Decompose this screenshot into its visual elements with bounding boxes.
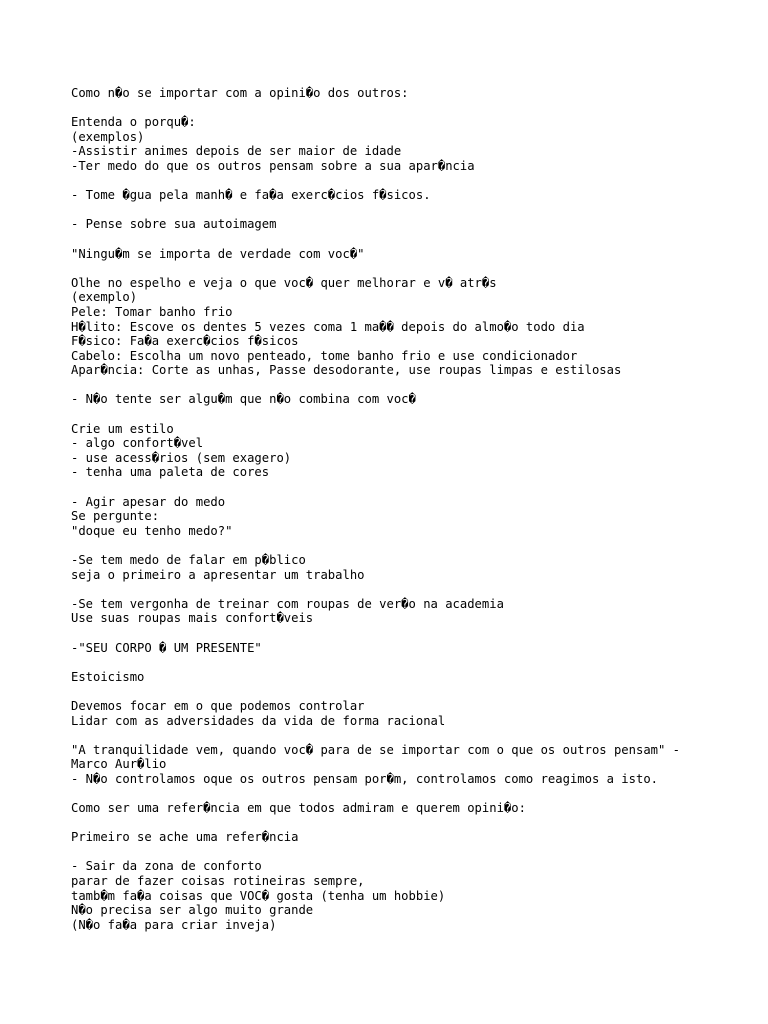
text-line: -Assistir animes depois de ser maior de idade — [71, 144, 402, 159]
text-line: F�sico: Fa�a exerc�cios f�sicos — [71, 334, 299, 349]
text-line: - algo confort�vel — [71, 436, 204, 451]
text-paragraph — [71, 743, 751, 787]
text-line: Devemos focar em o que podemos controlar — [71, 698, 365, 713]
text-line: Cabelo: Escolha um novo penteado, tome banho frio e use condicionador — [71, 348, 578, 363]
text-paragraph — [71, 553, 751, 582]
text-paragraph — [71, 115, 751, 173]
text-line: Primeiro se ache uma refer�ncia — [71, 830, 299, 845]
text-line: Use suas roupas mais confort�veis — [71, 611, 314, 626]
text-line: -Se tem medo de falar em p�blico — [71, 553, 306, 567]
text-line: Se pergunte: — [71, 509, 160, 524]
text-line: "A tranquilidade vem, quando voc� para de se importar com o que os outros pensam" - — [71, 742, 681, 757]
text-line: - Tome �gua pela manh� e fa�a exerc�cios f�sicos. — [71, 188, 431, 203]
text-paragraph — [71, 801, 751, 816]
text-paragraph — [71, 830, 751, 845]
text-paragraph — [71, 276, 751, 378]
text-line: Marco Aur�lio — [71, 757, 167, 772]
text-line: Apar�ncia: Corte as unhas, Passe desodorante, use roupas limpas e estilosas — [71, 363, 622, 378]
text-paragraph — [71, 217, 751, 232]
text-line: (N�o fa�a para criar inveja) — [71, 917, 277, 932]
text-line: parar de fazer coisas rotineiras sempre, — [71, 874, 365, 889]
text-line: Crie um estilo — [71, 421, 174, 436]
text-line: - tenha uma paleta de cores — [71, 465, 270, 480]
text-line: Entenda o porqu�: — [71, 115, 196, 130]
text-paragraph — [71, 597, 751, 626]
text-paragraph — [71, 699, 751, 728]
text-line: - N�o tente ser algu�m que n�o combina com voc� — [71, 392, 416, 407]
text-line: -"SEU CORPO � UM PRESENTE" — [71, 640, 262, 655]
text-line: - N�o controlamos oque os outros pensam por�m, controlamos como reagimos a isto. — [71, 771, 658, 786]
text-line: H�lito: Escove os dentes 5 vezes coma 1 ma�� depois do almo�o todo dia — [71, 319, 585, 334]
text-line: seja o primeiro a apresentar um trabalho — [71, 567, 365, 582]
text-line: tamb�m fa�a coisas que VOC� gosta (tenha um hobbie) — [71, 888, 446, 903]
text-line: (exemplos) — [71, 129, 145, 144]
document-page — [71, 86, 751, 947]
text-line: - Pense sobre sua autoimagem — [71, 217, 277, 232]
text-paragraph — [71, 859, 751, 932]
text-line: Como n�o se importar com a opini�o dos outros: — [71, 86, 409, 100]
text-line: Estoicismo — [71, 669, 145, 684]
text-line: -Ter medo do que os outros pensam sobre a sua apar�ncia — [71, 158, 475, 173]
text-paragraph — [71, 247, 751, 262]
text-paragraph — [71, 670, 751, 685]
text-paragraph — [71, 392, 751, 407]
text-line: - Sair da zona de conforto — [71, 859, 262, 874]
text-line: - use acess�rios (sem exagero) — [71, 450, 292, 465]
text-line: -Se tem vergonha de treinar com roupas de ver�o na academia — [71, 596, 504, 611]
text-paragraph — [71, 422, 751, 480]
text-line: Pele: Tomar banho frio — [71, 304, 233, 319]
text-line: "doque eu tenho medo?" — [71, 523, 233, 538]
text-paragraph — [71, 188, 751, 203]
text-line: Como ser uma refer�ncia em que todos admiram e querem opini�o: — [71, 801, 526, 816]
text-line: N�o precisa ser algo muito grande — [71, 903, 314, 918]
text-line: Lidar com as adversidades da vida de forma racional — [71, 713, 446, 728]
text-paragraph — [71, 641, 751, 656]
text-line: Olhe no espelho e veja o que voc� quer melhorar e v� atr�s — [71, 275, 497, 290]
text-line: (exemplo) — [71, 290, 138, 305]
text-line: "Ningu�m se importa de verdade com voc�" — [71, 246, 365, 261]
text-paragraph — [71, 86, 751, 101]
text-line: - Agir apesar do medo — [71, 494, 226, 509]
text-paragraph — [71, 495, 751, 539]
